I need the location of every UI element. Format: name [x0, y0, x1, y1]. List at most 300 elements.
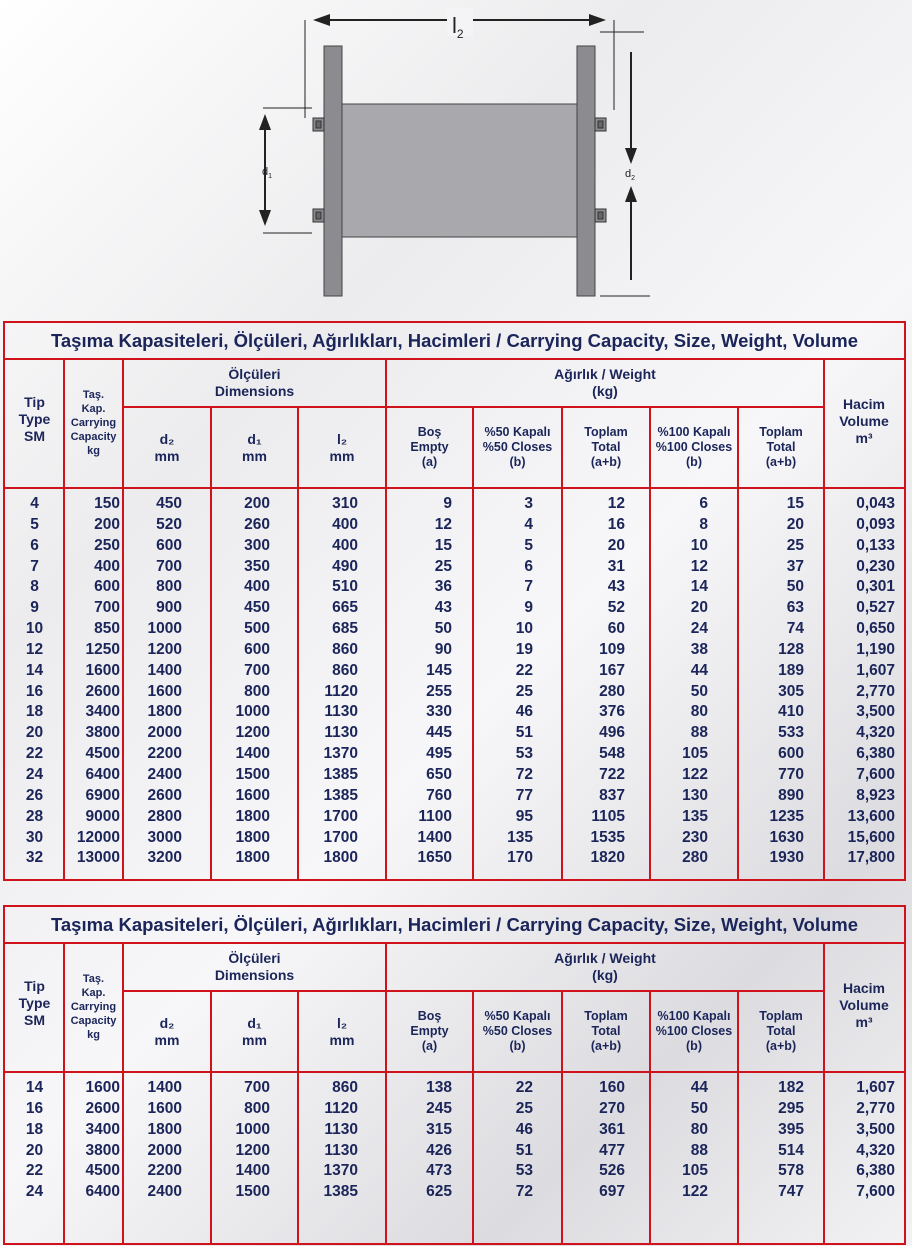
table-cell: 6 — [699, 495, 708, 512]
table-cell: 526 — [599, 1162, 625, 1180]
table-cell: 189 — [778, 661, 804, 679]
table-cell: 1400 — [235, 745, 270, 763]
capacity-table-1 — [3, 321, 906, 881]
header-d2-line: mm — [154, 447, 180, 464]
table-cell: 1000 — [147, 620, 182, 638]
header-volume — [824, 359, 904, 484]
table-cell: 182 — [778, 1079, 804, 1096]
table-cell: 600 — [94, 578, 120, 596]
header-capacity — [64, 943, 123, 1071]
table-cell: 490 — [332, 557, 358, 575]
table-cell: 15 — [434, 536, 452, 554]
table-cell: 260 — [244, 515, 270, 533]
table-row — [5, 494, 904, 515]
table-cell: 1630 — [769, 828, 804, 846]
table-row — [5, 723, 904, 744]
table-cell: 1130 — [324, 703, 358, 721]
table-cell: 0,230 — [856, 557, 895, 575]
table-cell: 2000 — [147, 724, 182, 742]
table-cell: 6400 — [85, 765, 120, 783]
header-tip-line: SM — [24, 427, 45, 444]
table-cell: 2,770 — [856, 1099, 895, 1117]
table-cell: 7,600 — [856, 765, 895, 783]
table-cell: 1100 — [418, 807, 452, 825]
table-cell: 295 — [778, 1099, 804, 1117]
table-cell: 495 — [426, 745, 452, 763]
table-cell: 50 — [786, 578, 804, 596]
table-cell: 170 — [507, 849, 533, 867]
table-cell: 860 — [332, 1079, 358, 1096]
table-cell: 14 — [25, 661, 44, 679]
header-capacity-line: Carrying — [70, 1001, 117, 1013]
header-capacity-line: kg — [87, 445, 100, 457]
table-cell: 1600 — [147, 1099, 182, 1117]
header-d1 — [211, 991, 298, 1072]
table-cell: 1400 — [235, 1162, 270, 1180]
left-flange — [324, 46, 342, 296]
header-total-100 — [738, 991, 824, 1072]
header-weight — [386, 943, 824, 991]
table-cell: 747 — [778, 1183, 804, 1201]
table-cell: 1385 — [323, 1183, 358, 1201]
table-cell: 24 — [25, 765, 44, 783]
table-cell: 520 — [156, 515, 182, 533]
table-row — [5, 828, 904, 849]
table-cell: 426 — [426, 1141, 452, 1159]
table-cell: 13,600 — [847, 807, 895, 825]
table-cell: 700 — [94, 599, 120, 617]
header-tip-line: SM — [24, 1011, 45, 1028]
table-cell: 14 — [25, 1079, 44, 1096]
table-cell: 1400 — [147, 1079, 182, 1096]
table-cell: 38 — [690, 640, 708, 658]
table-cell: 4 — [30, 495, 39, 512]
table-cell: 8 — [699, 515, 708, 533]
table-cell: 1600 — [85, 1079, 120, 1096]
table-cell: 80 — [690, 1120, 708, 1138]
table-cell: 26 — [25, 786, 44, 804]
table-cell: 890 — [778, 786, 804, 804]
table-cell: 1700 — [323, 828, 358, 846]
table-cell: 2,770 — [856, 682, 895, 700]
header-d2 — [123, 991, 211, 1072]
table-cell: 135 — [682, 807, 708, 825]
header-weight-line: (kg) — [592, 967, 618, 983]
table-cell: 7 — [524, 578, 533, 596]
header-100-closed-line: %100 Kapalı — [657, 1009, 731, 1023]
table-cell: 1235 — [769, 807, 804, 825]
header-weight-line: (kg) — [592, 383, 618, 399]
header-d1-line: d₁ — [247, 1014, 262, 1031]
table-cell: 2400 — [147, 765, 182, 783]
table-cell: 0,527 — [856, 599, 895, 617]
table-cell: 90 — [434, 640, 452, 658]
table-cell: 1500 — [235, 765, 270, 783]
header-50-closed-line: %50 Kapalı — [484, 1009, 551, 1023]
table-cell: 477 — [599, 1141, 625, 1159]
table-cell: 2200 — [147, 1162, 182, 1180]
table-cell: 128 — [778, 640, 804, 658]
table-cell: 3 — [524, 495, 533, 512]
table-cell: 32 — [25, 849, 44, 867]
table-cell: 395 — [778, 1120, 804, 1138]
header-total-50 — [562, 407, 650, 488]
table-cell: 74 — [786, 620, 804, 638]
table-cell: 0,301 — [856, 578, 895, 596]
table-cell: 722 — [599, 765, 625, 783]
header-capacity-line: Kap. — [81, 987, 106, 999]
table-row — [5, 1161, 904, 1182]
table-cell: 160 — [599, 1079, 625, 1096]
header-weight-line: Ağırlık / Weight — [554, 950, 656, 966]
header-capacity — [64, 359, 123, 487]
table-cell: 6 — [30, 536, 39, 554]
table-cell: 2600 — [85, 1099, 120, 1117]
d2-label: $d_2$ — [625, 168, 636, 182]
header-100-closed-line: %100 Kapalı — [657, 425, 731, 439]
table-cell: 1800 — [147, 703, 182, 721]
table-cell: 578 — [778, 1162, 804, 1180]
table-cell: 145 — [426, 661, 452, 679]
table-cell: 850 — [94, 620, 120, 638]
header-dimensions — [123, 943, 386, 991]
header-d2-line: d₂ — [159, 1014, 175, 1031]
table-row — [5, 515, 904, 536]
header-total-50-line: Total — [591, 1024, 621, 1038]
table-cell: 1,190 — [856, 640, 895, 658]
table-cell: 685 — [332, 620, 358, 638]
table-cell: 122 — [682, 765, 708, 783]
table-cell: 3,500 — [856, 1120, 895, 1138]
table-cell: 410 — [778, 703, 804, 721]
header-capacity-line: Capacity — [70, 1015, 117, 1027]
table-cell: 0,043 — [856, 495, 895, 512]
table-cell: 400 — [332, 515, 358, 533]
table-cell: 1000 — [235, 1120, 270, 1138]
header-empty-line: (a) — [421, 455, 438, 469]
table-cell: 1130 — [324, 724, 358, 742]
table-cell: 1535 — [590, 828, 625, 846]
table-cell: 51 — [515, 724, 533, 742]
table-cell: 330 — [426, 703, 452, 721]
header-d1-line: d₁ — [247, 430, 262, 447]
table-cell: 2800 — [147, 807, 182, 825]
header-tip — [5, 943, 64, 1063]
table-cell: 44 — [690, 1079, 708, 1096]
table-cell: 3,500 — [856, 703, 895, 721]
header-total-50-line: Toplam — [584, 1009, 628, 1023]
table-cell: 1130 — [324, 1141, 358, 1159]
header-capacity-line: Taş. — [82, 389, 105, 401]
table-cell: 20 — [25, 1141, 44, 1159]
table-cell: 1200 — [235, 724, 270, 742]
header-total-100 — [738, 407, 824, 488]
table-cell: 1820 — [590, 849, 625, 867]
header-l2-line: mm — [329, 1031, 355, 1048]
table-cell: 43 — [434, 599, 452, 617]
header-d1 — [211, 407, 298, 488]
header-total-50 — [562, 991, 650, 1072]
table-cell: 12 — [607, 495, 625, 512]
header-d2-line: mm — [154, 1031, 180, 1048]
table-cell: 6,380 — [856, 1162, 895, 1180]
table-cell: 400 — [94, 557, 120, 575]
table-cell: 200 — [94, 515, 120, 533]
header-volume-line: Hacim — [842, 980, 886, 996]
d1-label: $d_1$ — [262, 166, 273, 180]
table-row — [5, 557, 904, 578]
table-row — [5, 848, 904, 869]
table-cell: 1000 — [235, 703, 270, 721]
table-cell: 12 — [690, 557, 708, 575]
table-cell: 6400 — [85, 1183, 120, 1201]
table-cell: 1250 — [85, 640, 120, 658]
table-cell: 300 — [244, 536, 270, 554]
table-cell: 0,133 — [856, 536, 895, 554]
header-100-closed-line: %100 Closes — [655, 440, 733, 454]
table-cell: 25 — [515, 1099, 533, 1117]
table-cell: 361 — [599, 1120, 625, 1138]
table-cell: 625 — [426, 1183, 452, 1201]
table-cell: 9 — [524, 599, 533, 617]
table-row — [5, 1078, 904, 1099]
header-100-closed — [650, 407, 738, 488]
table-cell: 8 — [30, 578, 39, 596]
table-cell: 2600 — [85, 682, 120, 700]
table-cell: 250 — [94, 536, 120, 554]
table-row — [5, 619, 904, 640]
table-cell: 4500 — [85, 745, 120, 763]
header-tip — [5, 359, 64, 479]
table-cell: 800 — [244, 1099, 270, 1117]
table-cell: 1370 — [323, 745, 358, 763]
table-cell: 1400 — [417, 828, 452, 846]
table-cell: 450 — [244, 599, 270, 617]
table-cell: 280 — [599, 682, 625, 700]
table-row — [5, 598, 904, 619]
table-cell: 10 — [25, 620, 44, 638]
header-d1-line: mm — [242, 447, 267, 464]
header-l2-line: l₂ — [336, 430, 348, 447]
table-cell: 88 — [690, 724, 708, 742]
table-cell: 1700 — [323, 807, 358, 825]
table-cell: 3800 — [85, 1141, 120, 1159]
header-50-closed — [473, 407, 562, 488]
table-cell: 1500 — [235, 1183, 270, 1201]
table-title: Taşıma Kapasiteleri, Ölçüleri, Ağırlıkları, Hacimleri / Carrying Capacity, Size, Weight, Volume — [50, 330, 859, 351]
table-cell: 650 — [426, 765, 452, 783]
table-cell: 600 — [244, 640, 270, 658]
header-volume-line: m³ — [855, 430, 873, 446]
header-tip-line: Type — [18, 410, 51, 427]
header-capacity-line: Taş. — [82, 973, 105, 985]
table-cell: 9 — [30, 599, 39, 617]
header-50-closed-line: (b) — [509, 455, 526, 469]
header-total-100-line: (a+b) — [765, 1039, 797, 1053]
table-cell: 18 — [25, 703, 44, 721]
table-cell: 3000 — [147, 828, 182, 846]
table-cell: 1650 — [417, 849, 452, 867]
table-cell: 270 — [599, 1099, 625, 1117]
table-cell: 1385 — [323, 786, 358, 804]
table-cell: 122 — [682, 1183, 708, 1201]
table-cell: 1800 — [235, 807, 270, 825]
header-d1-line: mm — [242, 1031, 267, 1048]
table-cell: 16 — [607, 515, 625, 533]
table-cell: 52 — [607, 599, 625, 617]
table-cell: 1400 — [147, 661, 182, 679]
table-cell: 310 — [332, 495, 358, 512]
header-50-closed-line: %50 Kapalı — [484, 425, 551, 439]
header-volume — [824, 943, 904, 1068]
header-weight-line: Ağırlık / Weight — [554, 366, 656, 382]
header-total-100-line: (a+b) — [765, 455, 797, 469]
table-cell: 138 — [426, 1079, 452, 1096]
table-cell: 50 — [434, 620, 452, 638]
table-cell: 1120 — [324, 1099, 358, 1117]
table-cell: 0,093 — [856, 515, 895, 533]
table-cell: 1200 — [235, 1141, 270, 1159]
table-cell: 1,607 — [856, 661, 895, 679]
header-100-closed-line: %100 Closes — [655, 1024, 733, 1038]
right-flange — [577, 46, 595, 296]
table-cell: 4,320 — [856, 724, 895, 742]
table-cell: 53 — [515, 745, 533, 763]
header-l2-line: mm — [329, 447, 355, 464]
table-cell: 51 — [515, 1141, 533, 1159]
table-cell: 1600 — [235, 786, 270, 804]
header-50-closed — [473, 991, 562, 1072]
table-cell: 860 — [332, 640, 358, 658]
table-cell: 860 — [332, 661, 358, 679]
header-total-50-line: Total — [591, 440, 621, 454]
table-cell: 2000 — [147, 1141, 182, 1159]
table-cell: 1600 — [85, 661, 120, 679]
table-cell: 400 — [244, 578, 270, 596]
table-cell: 400 — [332, 536, 358, 554]
table-cell: 14 — [690, 578, 708, 596]
table-row — [5, 744, 904, 765]
table-row — [5, 807, 904, 828]
table-cell: 30 — [25, 828, 44, 846]
table-cell: 15,600 — [847, 828, 895, 846]
header-total-50-line: (a+b) — [590, 455, 622, 469]
table-cell: 697 — [599, 1183, 625, 1201]
table-cell: 665 — [332, 599, 358, 617]
table-cell: 376 — [599, 703, 625, 721]
table-cell: 150 — [94, 495, 120, 512]
table-cell: 2400 — [147, 1183, 182, 1201]
table-cell: 514 — [778, 1141, 804, 1159]
table-cell: 50 — [690, 1099, 708, 1117]
table-cell: 19 — [515, 640, 533, 658]
table-cell: 16 — [25, 682, 44, 700]
header-capacity-line: Carrying — [70, 417, 117, 429]
table-cell: 800 — [244, 682, 270, 700]
table-cell: 77 — [515, 786, 533, 804]
header-tip-line: Tip — [24, 977, 45, 994]
table-row — [5, 1182, 904, 1203]
table-cell: 280 — [682, 849, 708, 867]
table-cell: 4,320 — [856, 1141, 895, 1159]
header-tip-line: Tip — [24, 393, 45, 410]
header-empty-line: Boş — [417, 425, 442, 439]
table-cell: 3200 — [147, 849, 182, 867]
table-cell: 3400 — [85, 703, 120, 721]
table-cell: 105 — [682, 1162, 708, 1180]
header-tip-line: Type — [18, 994, 51, 1011]
header-d2-line: d₂ — [159, 430, 175, 447]
table-cell: 200 — [244, 495, 270, 512]
table-cell: 20 — [690, 599, 708, 617]
table-cell: 6900 — [85, 786, 120, 804]
table-cell: 600 — [156, 536, 182, 554]
table-cell: 500 — [244, 620, 270, 638]
table-cell: 315 — [426, 1120, 452, 1138]
table-cell: 1800 — [147, 1120, 182, 1138]
table-cell: 1800 — [323, 849, 358, 867]
table-cell: 9000 — [85, 807, 120, 825]
table-cell: 20 — [25, 724, 44, 742]
l2-label: $l_2$ — [452, 13, 464, 41]
table-title: Taşıma Kapasiteleri, Ölçüleri, Ağırlıkları, Hacimleri / Carrying Capacity, Size, Weight, Volume — [50, 914, 859, 935]
header-dimensions-line: Dimensions — [214, 967, 295, 983]
table-row — [5, 786, 904, 807]
table-cell: 25 — [515, 682, 533, 700]
table-cell: 12 — [434, 515, 452, 533]
table-cell: 473 — [426, 1162, 452, 1180]
table-cell: 0,650 — [856, 620, 895, 638]
table-cell: 770 — [778, 765, 804, 783]
table-cell: 700 — [244, 1079, 270, 1096]
table-cell: 7 — [30, 557, 39, 575]
table-row — [5, 1099, 904, 1120]
table-row — [5, 1141, 904, 1162]
table-row — [5, 1120, 904, 1141]
table-cell: 109 — [599, 640, 625, 658]
header-total-100-line: Toplam — [759, 1009, 803, 1023]
table-cell: 95 — [515, 807, 533, 825]
table-cell: 60 — [607, 620, 625, 638]
table-cell: 800 — [156, 578, 182, 596]
header-dimensions-line: Ölçüleri — [228, 950, 281, 966]
table-cell: 22 — [515, 661, 533, 679]
table-cell: 24 — [25, 1183, 44, 1201]
header-volume-line: Volume — [839, 413, 889, 429]
drum-dimension-diagram — [0, 0, 912, 310]
table-cell: 2600 — [147, 786, 182, 804]
table-cell: 700 — [156, 557, 182, 575]
table-cell: 600 — [778, 745, 804, 763]
table-cell: 1930 — [769, 849, 804, 867]
header-100-closed — [650, 991, 738, 1072]
header-total-50-line: Toplam — [584, 425, 628, 439]
table-cell: 80 — [690, 703, 708, 721]
header-dimensions — [123, 359, 386, 407]
table-cell: 36 — [434, 578, 452, 596]
table-cell: 10 — [690, 536, 708, 554]
table-cell: 25 — [786, 536, 804, 554]
table-cell: 4 — [524, 515, 533, 533]
table-cell: 1385 — [323, 765, 358, 783]
table-row — [5, 765, 904, 786]
table-cell: 8,923 — [856, 786, 895, 804]
table-cell: 1200 — [147, 640, 182, 658]
table-cell: 510 — [332, 578, 358, 596]
table-cell: 72 — [515, 1183, 533, 1201]
table-cell: 135 — [507, 828, 533, 846]
table-row — [5, 661, 904, 682]
